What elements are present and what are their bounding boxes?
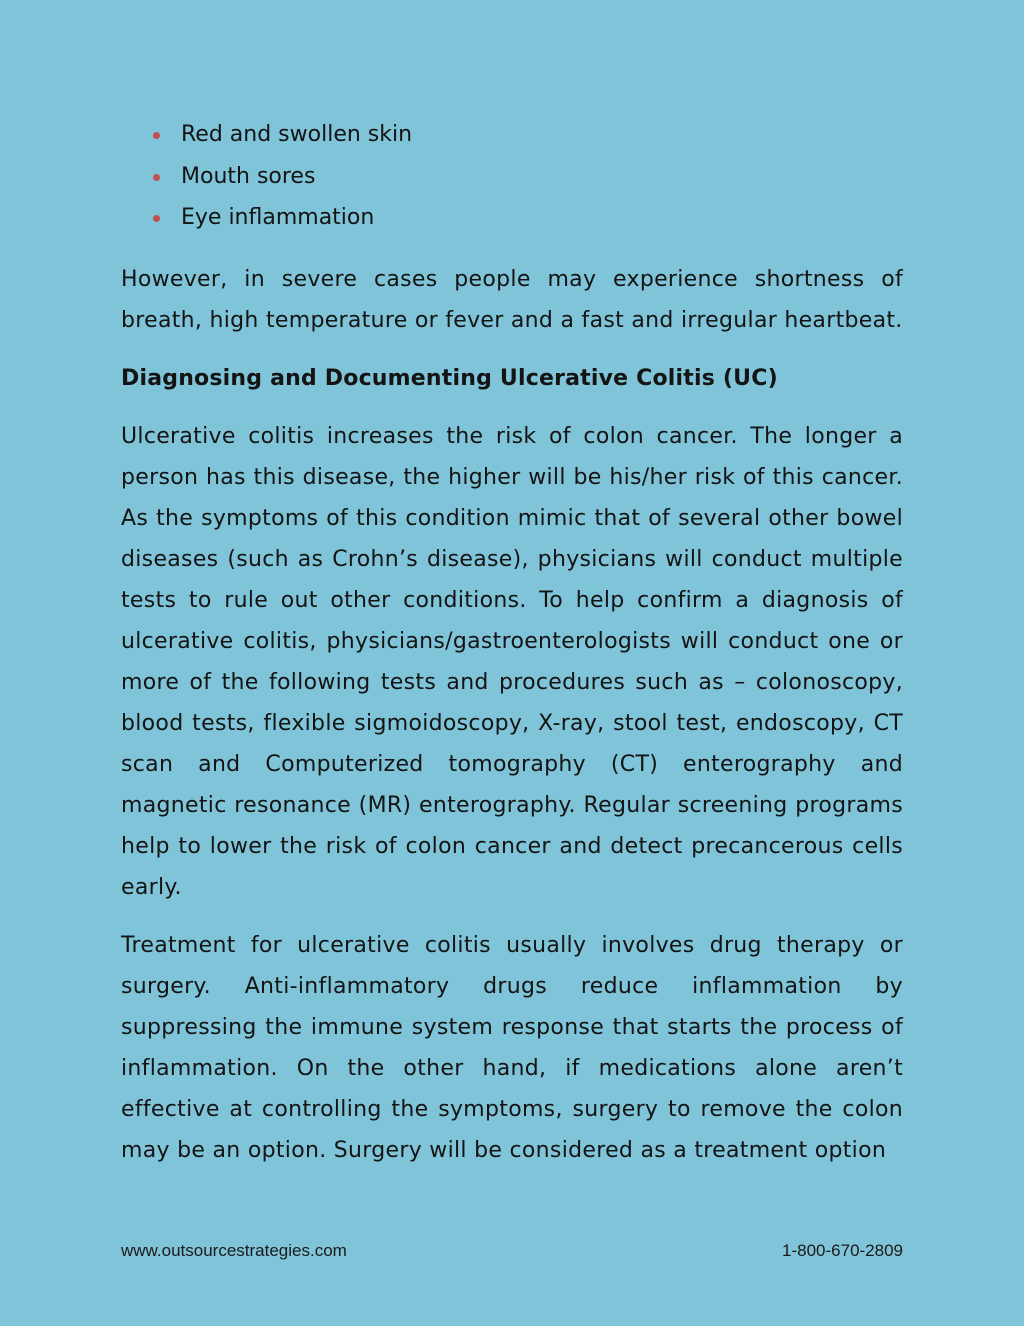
list-item <box>151 156 903 198</box>
footer-phone: 1-800-670-2809 <box>782 1241 903 1260</box>
bullet-icon <box>153 215 160 222</box>
footer-website: www.outsourcestrategies.com <box>121 1241 347 1260</box>
page-footer <box>121 1241 903 1261</box>
diagnosis-paragraph: Ulcerative colitis increases the risk of colon cancer. The longer a person has this disease, the higher will be his/her risk of this cancer. As the symptoms of this condition mimic that of several other bowel diseases (such as Crohn’s disease), physicians will conduct multiple tests to rule out other conditions. To help confirm a diagnosis of ulcerative colitis, physicians/gastroenterologists will conduct one or more of the following tests and procedures such as – colonoscopy, blood tests, flexible sigmoidoscopy, X-ray, stool test, endoscopy, CT scan and Computerized tomography (CT) enterography and magnetic resonance (MR) enterography. Regular screening programs help to lower the risk of colon cancer and detect precancerous cells early. <box>121 423 903 900</box>
section-heading: Diagnosing and Documenting Ulcerative Colitis (UC) <box>121 365 778 391</box>
bullet-icon <box>153 174 160 181</box>
list-item-text: Red and swollen skin <box>181 122 413 147</box>
treatment-paragraph: Treatment for ulcerative colitis usually involves drug therapy or surgery. Anti-inflammatory drugs reduce inflammation by suppressing the immune system response that starts the process of inflammation. On the other hand, if medications alone aren’t effective at controlling the symptoms, surgery to remove the colon may be an option. Surgery will be considered as a treatment option <box>121 932 903 1163</box>
list-item-text: Eye inflammation <box>181 205 375 230</box>
list-item-text: Mouth sores <box>181 163 316 189</box>
severe-cases-paragraph: However, in severe cases people may experience shortness of breath, high temperature or fever and a fast and irregular heartbeat. <box>121 266 903 333</box>
list-item <box>151 197 903 239</box>
symptom-list <box>121 114 903 239</box>
bullet-icon <box>153 132 160 139</box>
list-item <box>151 114 903 156</box>
document-page <box>121 114 903 1188</box>
